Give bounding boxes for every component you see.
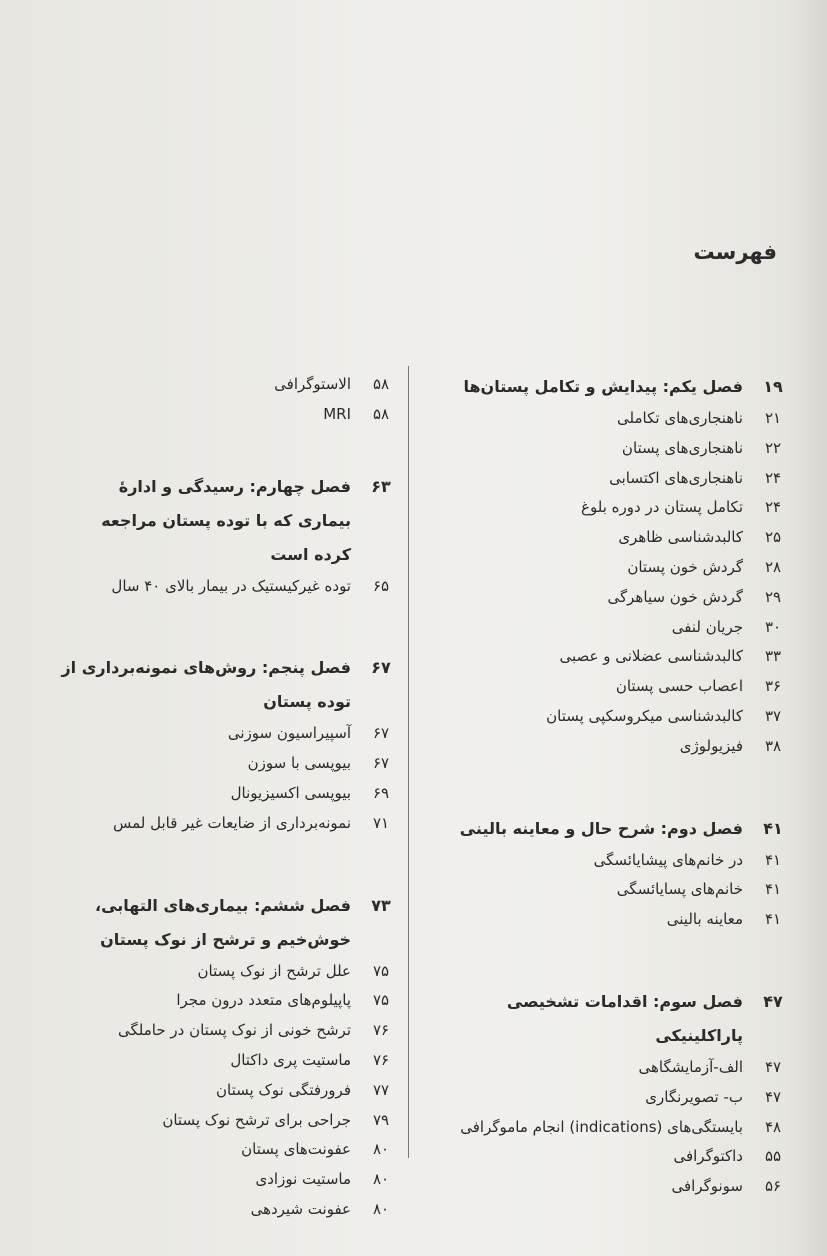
chapter-title: فصل یکم: پیدایش و تکامل پستان‌ها	[463, 377, 743, 396]
toc-item[interactable]	[29, 370, 399, 400]
toc-chapter-3-items	[421, 1053, 791, 1202]
page-title: فهرست	[693, 240, 777, 264]
item-title: اعصاب حسی پستان	[615, 677, 743, 696]
page-number: ۲۹	[764, 587, 782, 606]
page-number: ۴۱	[764, 910, 782, 929]
page-number: ۲۴	[764, 498, 782, 517]
page-number: ۵۵	[764, 1147, 782, 1166]
toc-chapter-2[interactable]	[421, 812, 791, 846]
page-number: ۴۷	[764, 1087, 782, 1106]
toc-item[interactable]	[421, 434, 791, 464]
item-title: ب- تصویرنگاری	[645, 1087, 743, 1106]
item-title: فرورفتگی نوک پستان	[216, 1080, 351, 1099]
item-title: الف-آزمایشگاهی	[638, 1057, 743, 1076]
toc-item[interactable]	[29, 749, 399, 779]
toc-chapter-4[interactable]	[29, 470, 399, 572]
toc-item[interactable]	[421, 1053, 791, 1083]
item-title: تکامل پستان در دوره بلوغ	[581, 498, 743, 517]
item-title: توده غیرکیستیک در بیمار بالای ۴۰ سال	[111, 576, 351, 595]
toc-item[interactable]	[421, 1172, 791, 1202]
page-number: ۴۷	[763, 991, 783, 1011]
item-title: بایستگی‌های (indications) انجام ماموگرافی	[460, 1117, 743, 1136]
page-number: ۵۶	[764, 1177, 782, 1196]
chapter-title: فصل ششم: بیماری‌های التهابی، خوش‌خیم و ترشح از نوک پستان	[95, 895, 351, 949]
page-number: ۳۶	[764, 677, 782, 696]
item-title: ناهنجاری‌های اکتسابی	[609, 468, 743, 487]
page-number: ۶۷	[372, 754, 390, 773]
toc-item[interactable]	[421, 1083, 791, 1113]
item-title: علل ترشح از نوک پستان	[197, 961, 351, 980]
page-number: ۴۷	[764, 1057, 782, 1076]
page-number: ۷۶	[372, 1021, 390, 1040]
item-title: عفونت شیردهی	[250, 1199, 351, 1218]
toc-item[interactable]	[29, 1016, 399, 1046]
toc-item[interactable]	[29, 719, 399, 749]
chapter-title: فصل چهارم: رسیدگی و ادارهٔ بیماری که با توده پستان مراجعه کرده است	[101, 476, 351, 564]
page-number: ۴۱	[764, 850, 782, 869]
page-number: ۴۱	[763, 818, 783, 838]
item-title: سونوگرافی	[671, 1177, 743, 1196]
spacer	[421, 762, 791, 812]
page-number: ۲۲	[764, 438, 782, 457]
item-title: ناهنجاری‌های تکاملی	[617, 409, 743, 427]
page-number: ۳۸	[764, 736, 782, 755]
item-title: MRI	[323, 404, 351, 423]
toc-item[interactable]	[421, 404, 791, 434]
item-title: ترشح خونی از نوک پستان در حاملگی	[118, 1021, 351, 1040]
page-number: ۲۸	[764, 557, 782, 576]
chapter-title: فصل سوم: اقدامات تشخیصی پاراکلینیکی	[506, 991, 743, 1045]
page-number: ۴۸	[764, 1117, 782, 1136]
toc-item[interactable]	[29, 957, 399, 987]
toc-item[interactable]	[421, 1113, 791, 1143]
page-number: ۸۰	[372, 1140, 390, 1159]
item-title: فیزیولوژی	[679, 736, 743, 755]
chapter-title: فصل دوم: شرح حال و معاینه بالینی	[459, 818, 743, 838]
page-number: ۸۰	[372, 1199, 390, 1218]
item-title: جریان لنفی	[671, 617, 743, 636]
toc-item[interactable]	[421, 1142, 791, 1172]
toc-item[interactable]	[29, 986, 399, 1016]
page-number: ۶۳	[371, 476, 391, 496]
page-number: ۷۷	[372, 1080, 390, 1099]
item-title: کالبدشناسی عضلانی و عصبی	[559, 647, 743, 666]
page-number: ۳۳	[764, 647, 782, 666]
toc-chapter-1[interactable]	[421, 370, 791, 404]
item-title: آسپیراسیون سوزنی	[227, 724, 351, 743]
toc-item[interactable]	[421, 493, 791, 523]
toc-item[interactable]	[421, 642, 791, 672]
item-title: ماستیت پری داکتال	[230, 1050, 351, 1069]
page-number: ۷۹	[372, 1110, 390, 1129]
page-edge-shadow	[787, 0, 827, 1256]
item-title: بیوپسی با سوزن	[247, 754, 351, 773]
toc-chapter-6[interactable]	[29, 889, 399, 957]
page-number: ۱۹	[763, 377, 783, 396]
toc-item[interactable]	[29, 400, 399, 430]
toc-item[interactable]	[421, 583, 791, 613]
page-number: ۶۹	[372, 783, 390, 802]
item-title: جراحی برای ترشح نوک پستان	[162, 1110, 351, 1129]
toc-right-column	[421, 370, 791, 1202]
item-title: گردش خون سیاهرگی	[607, 587, 743, 606]
page-number: ۷۶	[372, 1050, 390, 1069]
toc-left-column	[29, 370, 399, 1225]
toc-item[interactable]	[29, 779, 399, 809]
toc-chapter-4-items	[29, 572, 399, 602]
page-number: ۷۱	[372, 813, 390, 832]
toc-item[interactable]	[421, 672, 791, 702]
item-title: بیوپسی اکسیزیونال	[230, 783, 351, 802]
toc-chapter-1-items	[421, 404, 791, 762]
toc-item[interactable]	[29, 1076, 399, 1106]
toc-chapter-5[interactable]	[29, 651, 399, 719]
toc-item[interactable]	[29, 1046, 399, 1076]
item-title: خانم‌های پسایائسگی	[616, 880, 743, 899]
toc-chapter-5-items	[29, 719, 399, 838]
toc-item[interactable]	[29, 1195, 399, 1225]
toc-item[interactable]	[29, 572, 399, 602]
item-title: کالبدشناسی میکروسکپی پستان	[546, 706, 743, 725]
item-title: معاینه بالینی	[666, 910, 743, 929]
item-title: ماستیت نوزادی	[255, 1170, 351, 1189]
item-title: گردش خون پستان	[627, 557, 743, 576]
spacer	[29, 601, 399, 651]
column-divider	[408, 366, 409, 1158]
toc-item[interactable]	[421, 613, 791, 643]
toc-continued-items	[29, 370, 399, 430]
toc-item[interactable]	[421, 905, 791, 935]
toc-item[interactable]	[421, 702, 791, 732]
page-number: ۲۵	[764, 528, 782, 547]
toc-item[interactable]	[421, 846, 791, 876]
spacer	[421, 935, 791, 985]
toc-item[interactable]	[29, 1106, 399, 1136]
chapter-title: فصل پنجم: روش‌های نمونه‌برداری از توده پستان	[61, 658, 351, 712]
toc-item[interactable]	[421, 875, 791, 905]
item-title: الاستوگرافی	[274, 375, 351, 393]
toc-chapter-6-items	[29, 957, 399, 1225]
toc-item[interactable]	[29, 1165, 399, 1195]
item-title: داکتوگرافی	[673, 1147, 743, 1166]
toc-chapter-2-items	[421, 846, 791, 935]
item-title: در خانم‌های پیشایائسگی	[593, 850, 743, 869]
page-number: ۷۵	[372, 961, 390, 980]
page-number: ۷۳	[371, 895, 391, 915]
toc-chapter-3[interactable]	[421, 985, 791, 1053]
page-number: ۳۰	[764, 617, 782, 636]
toc-item[interactable]	[421, 523, 791, 553]
page-number: ۲۴	[764, 468, 782, 487]
toc-item[interactable]	[29, 809, 399, 839]
toc-item[interactable]	[421, 732, 791, 762]
page-number: ۲۱	[764, 409, 782, 427]
page-number: ۸۰	[372, 1170, 390, 1189]
spacer	[29, 430, 399, 470]
page-number: ۶۷	[371, 658, 391, 678]
toc-item[interactable]	[421, 464, 791, 494]
item-title: عفونت‌های پستان	[241, 1140, 351, 1159]
page-number: ۶۷	[372, 724, 390, 743]
item-title: نمونه‌برداری از ضایعات غیر قابل لمس	[112, 813, 351, 832]
item-title: پاپیلوم‌های متعدد درون مجرا	[176, 991, 351, 1010]
spacer	[29, 839, 399, 889]
page-number: ۶۵	[372, 576, 390, 595]
toc-item[interactable]	[29, 1135, 399, 1165]
page-number: ۴۱	[764, 880, 782, 899]
page-number: ۵۸	[372, 375, 390, 393]
page-number: ۷۵	[372, 991, 390, 1010]
item-title: ناهنجاری‌های پستان	[621, 438, 743, 457]
page-number: ۳۷	[764, 706, 782, 725]
toc-item[interactable]	[421, 553, 791, 583]
item-title: کالبدشناسی ظاهری	[618, 528, 743, 547]
page-number: ۵۸	[372, 404, 390, 423]
